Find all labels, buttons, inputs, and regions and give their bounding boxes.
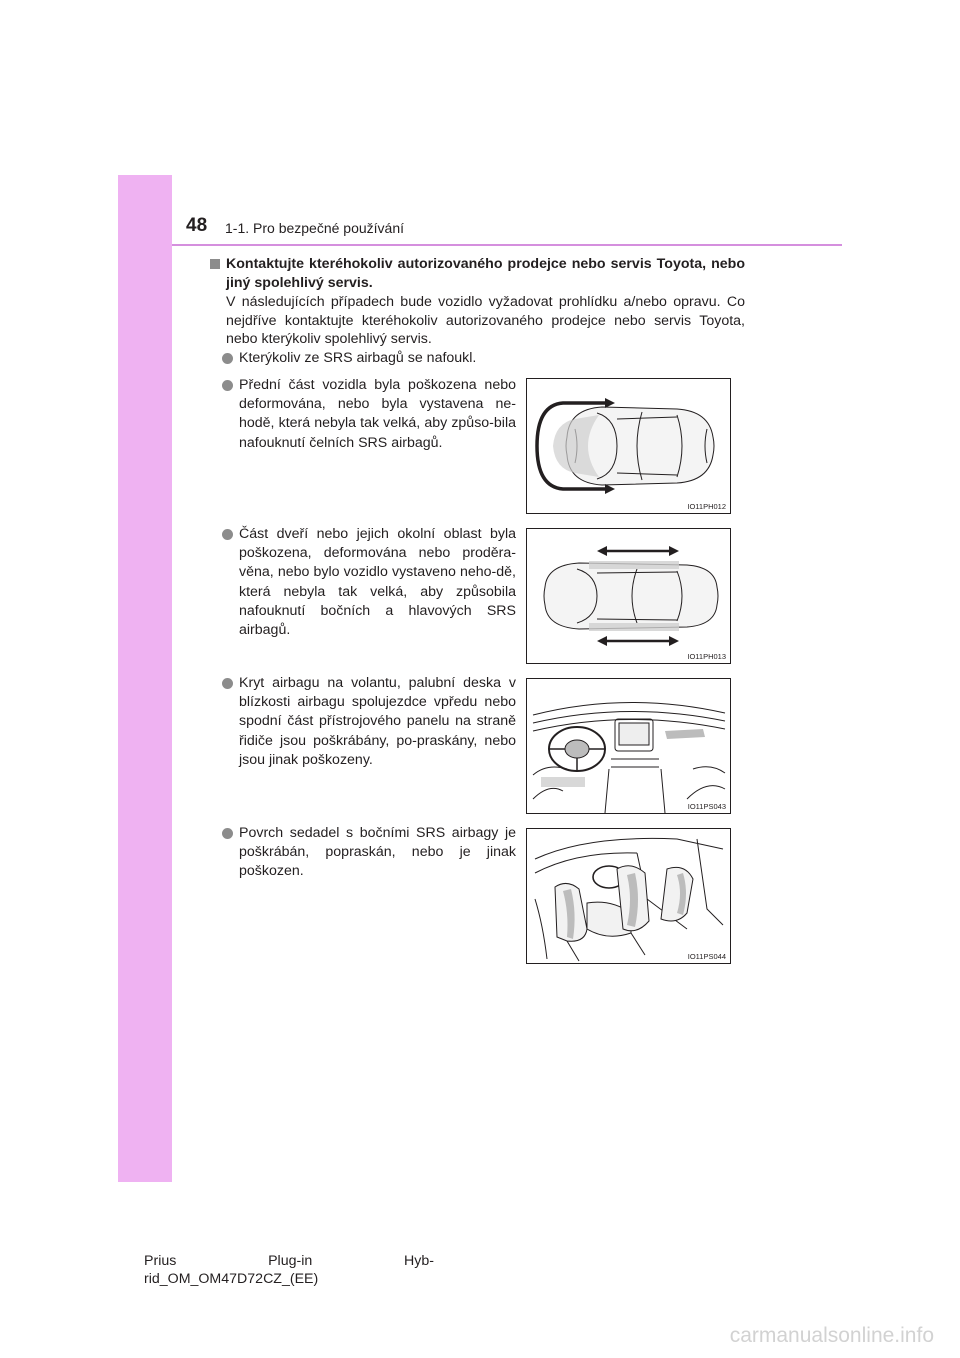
footer-line-1 [144, 1252, 434, 1270]
bullet-item-1 [222, 349, 532, 368]
section-title: 1-1. Pro bezpečné používání [225, 220, 405, 236]
bullet-text: Povrch sedadel s bočními SRS airbagy je poškrábán, popraskán, nebo je jinak poškozen. [239, 825, 516, 880]
bullet-item-4 [222, 674, 516, 770]
chapter-side-tab [118, 175, 172, 1182]
bullet-text: Část dveří nebo jejich okolní oblast byla poškozena, deformována nebo proděra-věna, nebo bylo vozidlo vystaveno neho-dě, která nebyla tak velká, aby způsobila nafouknutí bočních a hlavových SRS airbagů. [239, 526, 516, 639]
round-bullet-icon [222, 828, 233, 839]
intro-paragraph: V následujících případech bude vozidlo vyžadovat prohlídku a/nebo opravu. Co nejdříve kontaktujte kteréhokoliv autorizovaného prodejce nebo servis Toyota, nebo kterýkoliv spolehlivý servis. [226, 294, 745, 348]
bullet-text: Kterýkoliv ze SRS airbagů se nafoukl. [239, 350, 477, 366]
square-bullet-icon [210, 259, 220, 269]
figure-dashboard [526, 678, 731, 814]
watermark: carmanualsonline.info [729, 1324, 934, 1347]
figure-code: IO11PH013 [687, 652, 726, 661]
footer-manual-id [144, 1252, 434, 1288]
header-divider [172, 244, 842, 246]
round-bullet-icon [222, 678, 233, 689]
figure-code: IO11PS044 [687, 952, 726, 961]
figure-code: IO11PS043 [687, 802, 726, 811]
bullet-item-3 [222, 525, 516, 640]
dashboard-illustration [527, 679, 730, 813]
section-heading [210, 255, 745, 293]
round-bullet-icon [222, 353, 233, 364]
car-top-view-front-illustration [527, 379, 730, 513]
heading-text: Kontaktujte kteréhokoliv autorizovaného prodejce nebo servis Toyota, nebo jiný spolehlivý servis. [226, 256, 745, 291]
footer-word-3: Hyb- [404, 1253, 434, 1269]
bullet-item-2 [222, 376, 516, 453]
round-bullet-icon [222, 380, 233, 391]
round-bullet-icon [222, 529, 233, 540]
figure-code: IO11PH012 [687, 502, 726, 511]
footer-word-2: Plug-in [268, 1253, 313, 1269]
bullet-item-5 [222, 824, 516, 882]
footer-word-1: Prius [144, 1253, 177, 1269]
footer-line-2: rid_OM_OM47D72CZ_(EE) [144, 1271, 319, 1287]
bullet-text: Kryt airbagu na volantu, palubní deska v blízkosti airbagu spolujezdce vpředu nebo spodní část přístrojového panelu na straně řidiče jsou poškrábány, po-praskány, nebo jsou jinak poškozeny. [239, 675, 516, 768]
car-top-view-side-illustration [527, 529, 730, 663]
bullet-text: Přední část vozidla byla poškozena nebo deformována, nebo byla vystavena ne-hodě, která nebyla tak velká, aby způso-bila nafouknutí čelních SRS airbagů. [239, 377, 516, 451]
figure-front-impact [526, 378, 731, 514]
figure-seats [526, 828, 731, 964]
page-number: 48 [186, 215, 208, 236]
figure-side-impact [526, 528, 731, 664]
seats-interior-illustration [527, 829, 730, 963]
